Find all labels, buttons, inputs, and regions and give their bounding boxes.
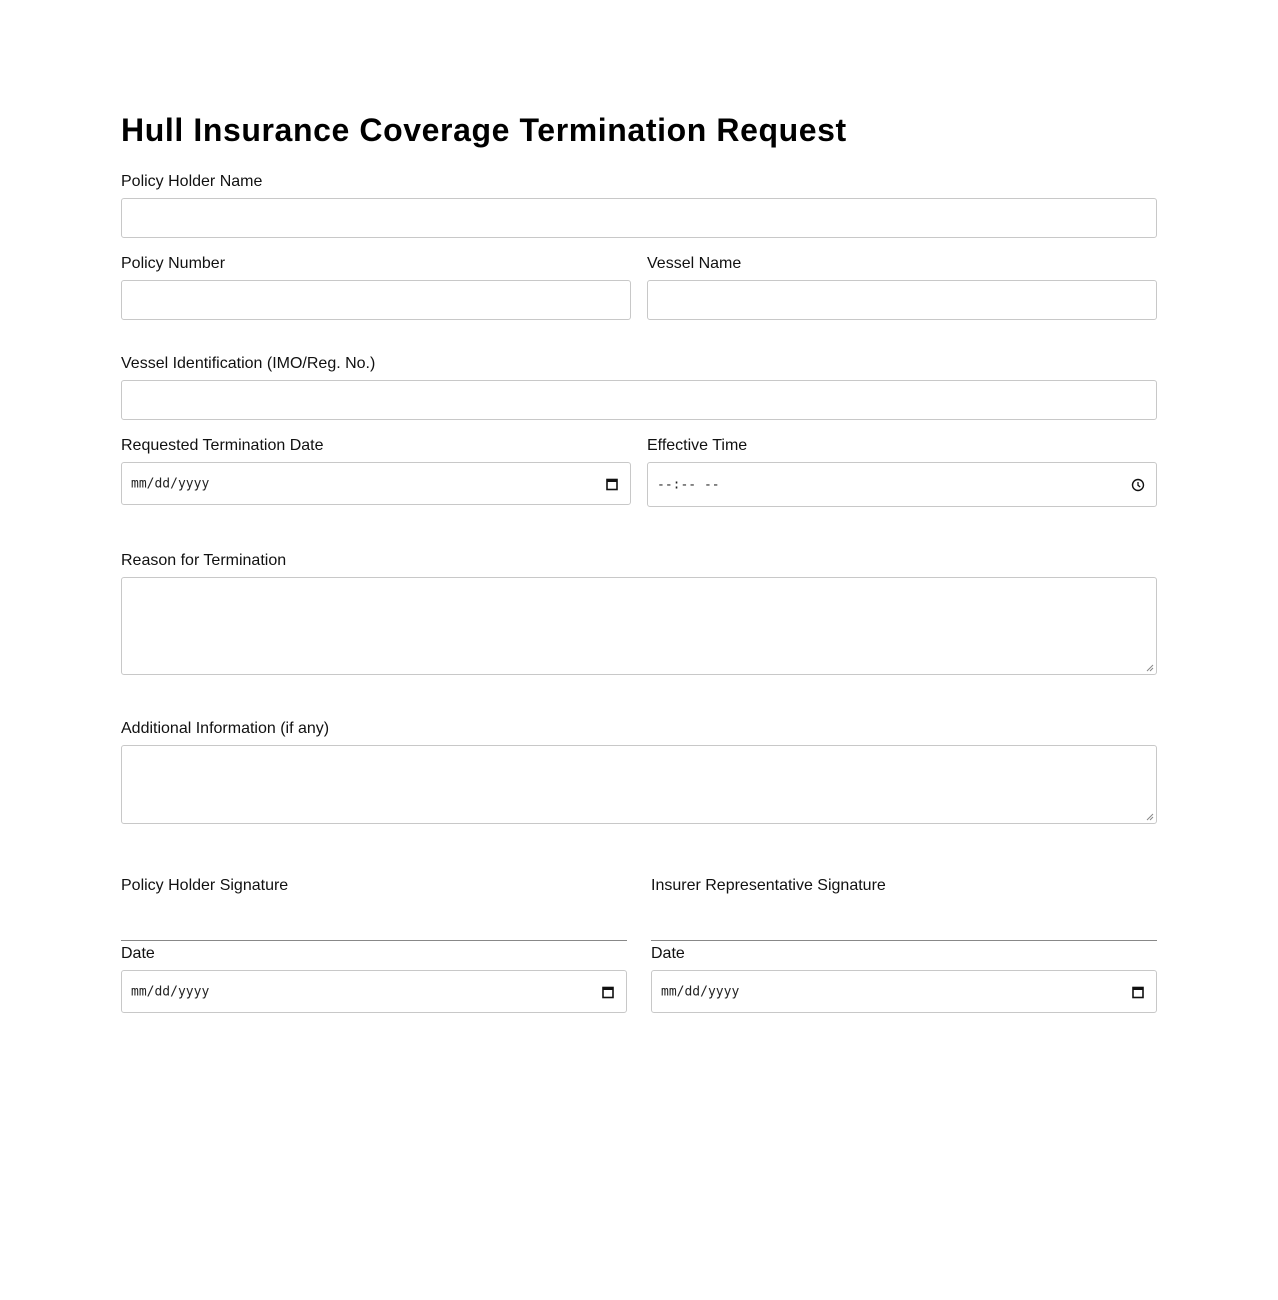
clock-icon[interactable] <box>1131 478 1145 492</box>
insurer-date-input[interactable] <box>651 970 1157 1013</box>
policy-holder-name-label: Policy Holder Name <box>121 173 263 190</box>
insurer-signature-label: Insurer Representative Signature <box>651 877 886 894</box>
reason-label: Reason for Termination <box>121 552 287 569</box>
date-placeholder: mm/dd/yyyy <box>131 984 210 999</box>
date-placeholder: mm/dd/yyyy <box>131 476 210 491</box>
additional-info-label: Additional Information (if any) <box>121 720 330 737</box>
time-placeholder: --:-- -- <box>657 477 720 492</box>
termination-date-input[interactable] <box>121 462 631 505</box>
policy-holder-signature-line[interactable] <box>121 940 627 941</box>
effective-time-input[interactable] <box>647 462 1157 507</box>
calendar-icon[interactable] <box>1131 985 1145 999</box>
policy-number-input[interactable] <box>121 280 631 320</box>
date-placeholder: mm/dd/yyyy <box>661 984 740 999</box>
calendar-icon[interactable] <box>601 985 615 999</box>
termination-date-label: Requested Termination Date <box>121 437 324 454</box>
insurer-signature-line[interactable] <box>651 940 1157 941</box>
vessel-identification-input[interactable] <box>121 380 1157 420</box>
resize-handle-icon[interactable] <box>1146 813 1154 821</box>
policy-number-label: Policy Number <box>121 255 226 272</box>
policy-holder-date-label: Date <box>121 945 155 962</box>
vessel-identification-label: Vessel Identification (IMO/Reg. No.) <box>121 355 376 372</box>
page-title: Hull Insurance Coverage Termination Request <box>121 112 847 148</box>
calendar-icon[interactable] <box>605 477 619 491</box>
effective-time-label: Effective Time <box>647 437 748 454</box>
additional-info-textarea[interactable] <box>121 745 1157 824</box>
resize-handle-icon[interactable] <box>1146 664 1154 672</box>
vessel-name-input[interactable] <box>647 280 1157 320</box>
policy-holder-signature-label: Policy Holder Signature <box>121 877 289 894</box>
reason-textarea[interactable] <box>121 577 1157 675</box>
policy-holder-name-input[interactable] <box>121 198 1157 238</box>
vessel-name-label: Vessel Name <box>647 255 742 272</box>
insurer-date-label: Date <box>651 945 685 962</box>
policy-holder-date-input[interactable] <box>121 970 627 1013</box>
